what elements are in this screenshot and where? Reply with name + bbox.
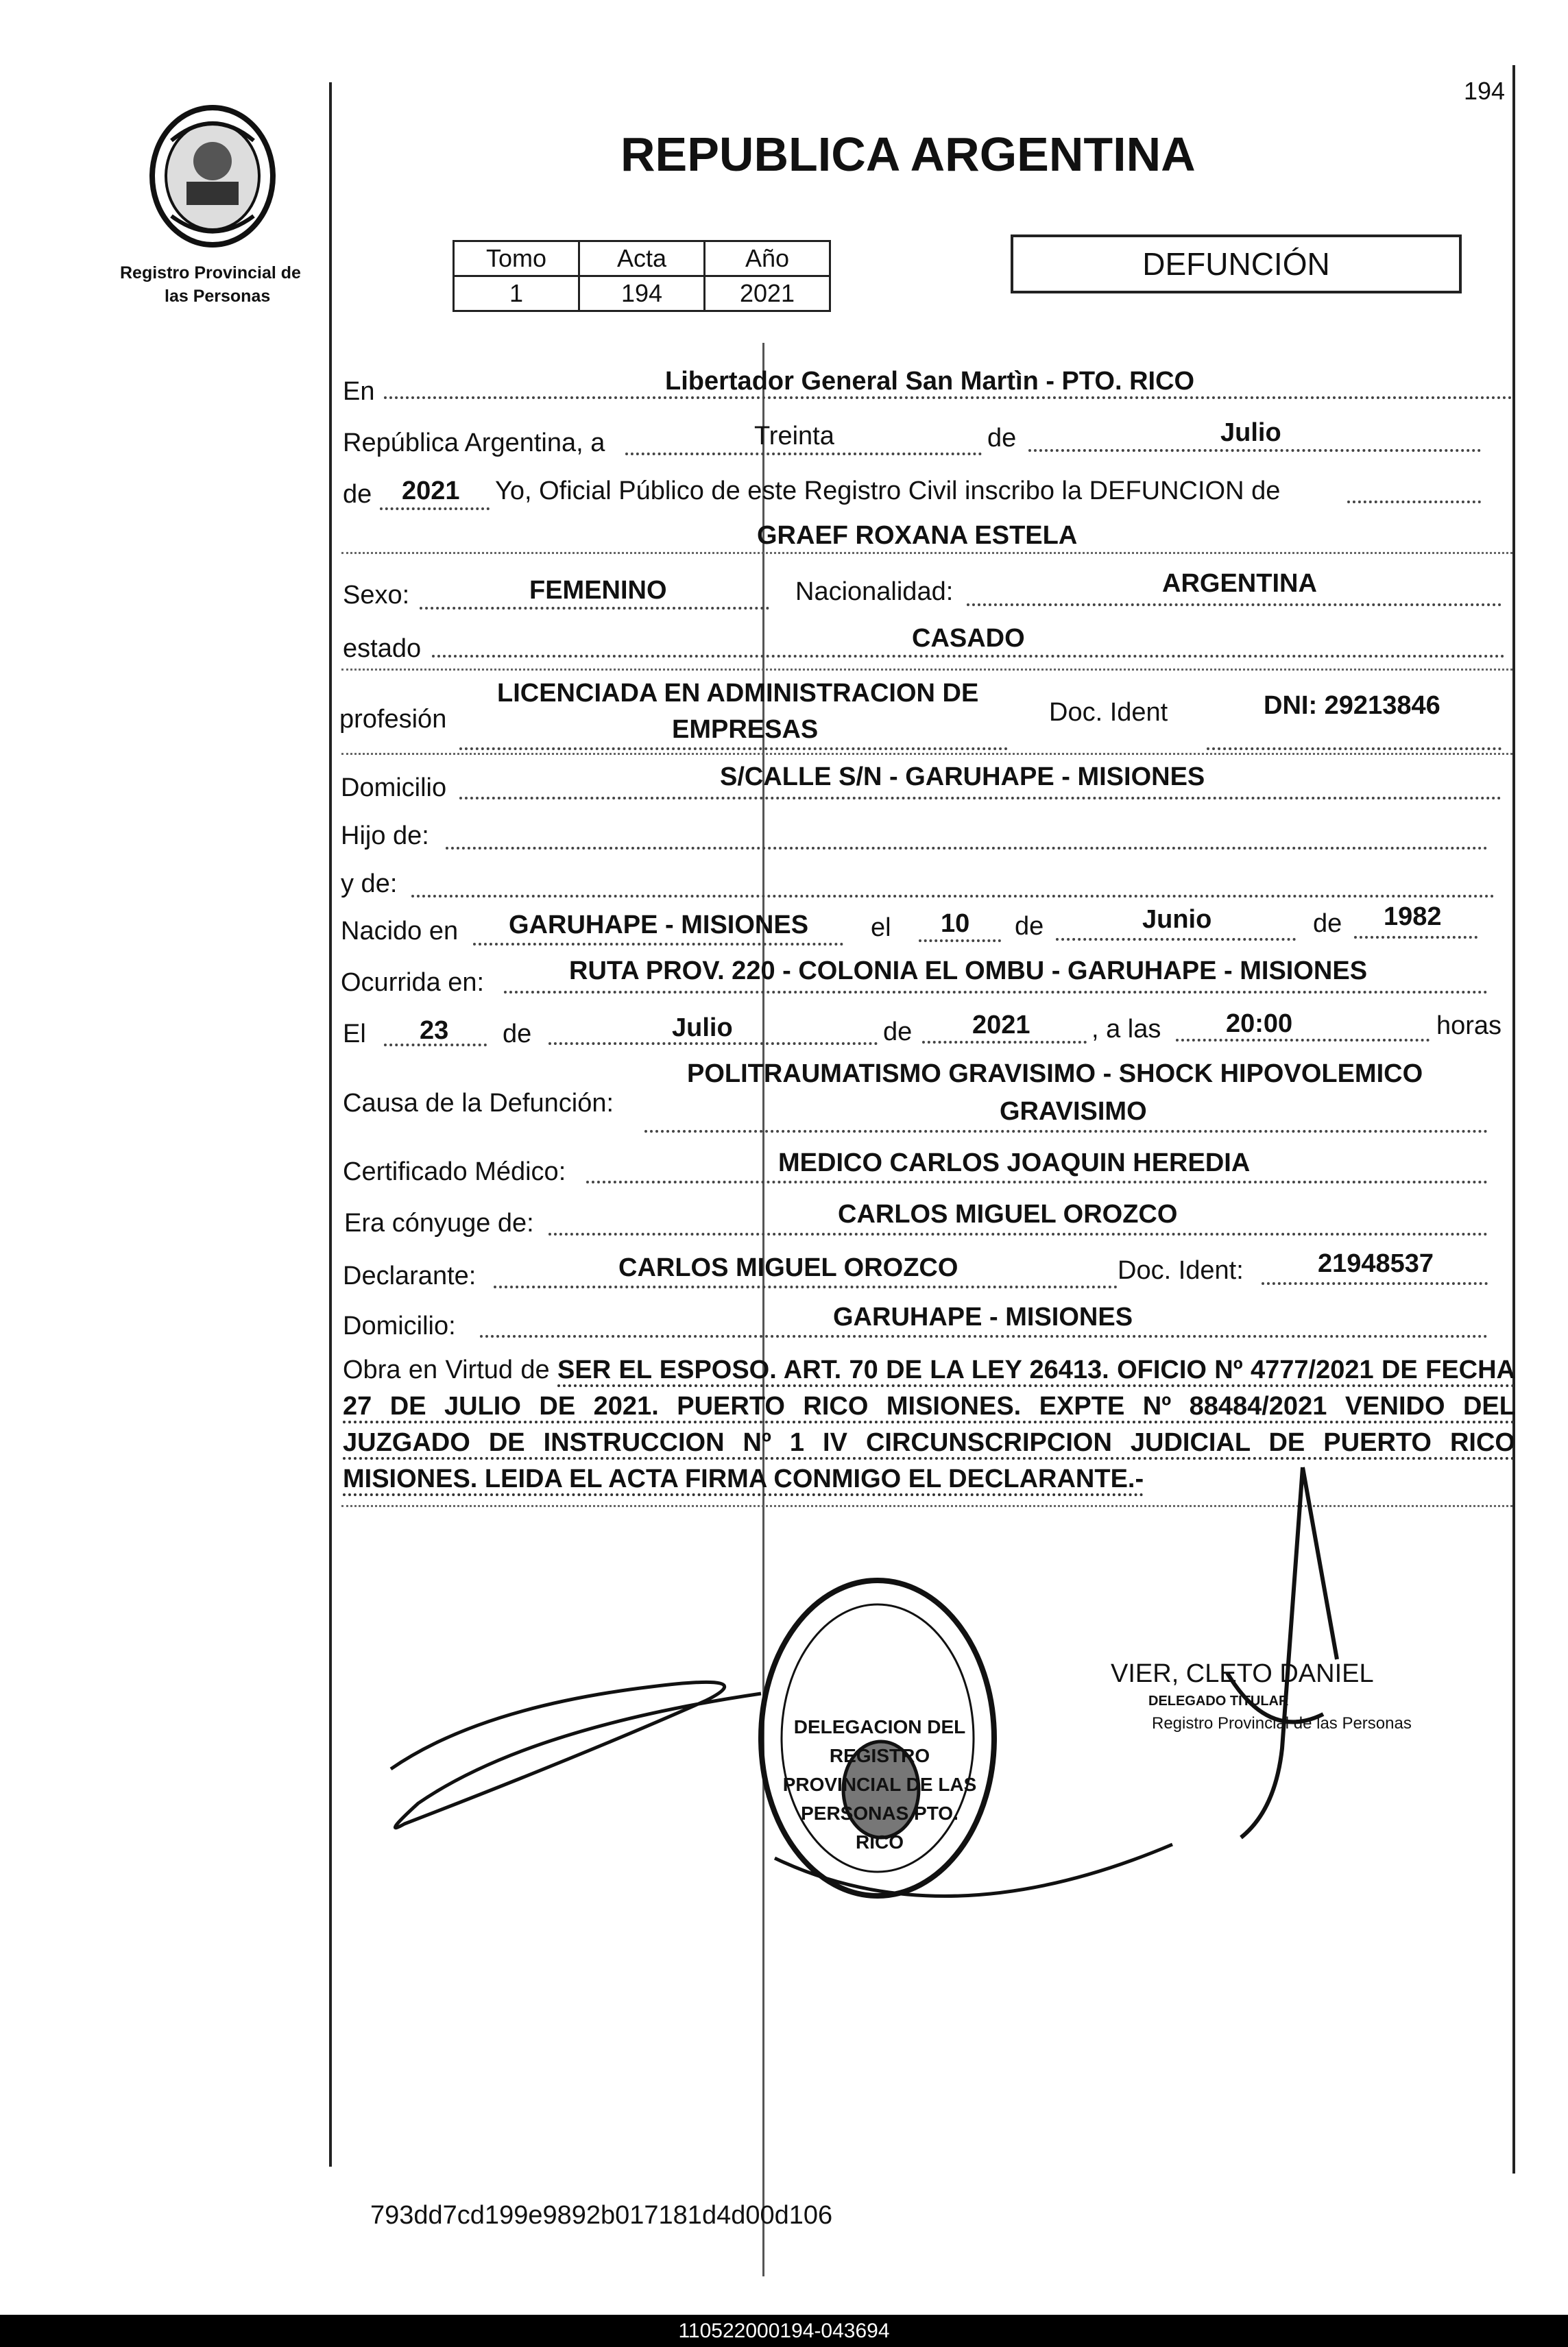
label-y-de: y de: [341,869,398,898]
dots-fecha-anio [922,1041,1087,1044]
dots-dia [625,453,982,455]
registry-name-line1: Registro Provincial de [120,263,301,282]
value-profesion-2: EMPRESAS [672,715,819,744]
value-nacido-dia: 10 [941,909,970,938]
label-de-fecha-mes: de [503,1020,532,1048]
value-profesion-1: LICENCIADA EN ADMINISTRACION DE [497,679,979,708]
label-de-nacido-anio: de [1313,909,1342,938]
value-dni: DNI: 29213846 [1264,691,1440,720]
label-domicilio-declarante: Domicilio: [343,1312,456,1340]
label-estado: estado [343,634,422,663]
row-divider-1 [341,552,1512,554]
value-domicilio: S/CALLE S/N - GARUHAPE - MISIONES [720,762,1205,791]
label-certificado: Certificado Médico: [343,1157,566,1186]
dots-hijo-de [446,847,1488,850]
value-causa-2: GRAVISIMO [1000,1097,1147,1126]
value-sexo: FEMENINO [529,576,667,605]
label-causa: Causa de la Defunción: [343,1089,614,1118]
declarant-signature [377,1646,788,1865]
label-domicilio: Domicilio [341,773,447,802]
label-de-mes: de [987,424,1017,453]
label-republica: República Argentina, a [343,429,605,457]
dots-causa [644,1130,1488,1133]
column-header-tomo: Tomo [454,241,579,276]
value-nacido-mes: Junio [1142,905,1212,934]
officer-office: Registro Provincial de las Personas [1152,1714,1412,1733]
barcode-text: 110522000194-043694 [678,2320,890,2342]
label-en: En [343,377,375,406]
record-type-box: DEFUNCIÓN [1011,234,1462,293]
value-lugar: Libertador General San Martìn - PTO. RICO [665,367,1195,396]
label-el: el [871,913,891,942]
label-conyuge: Era cónyuge de: [344,1209,534,1238]
left-margin-line [329,82,332,2167]
label-obra: Obra en Virtud de [343,1356,550,1384]
value-nacido-lugar: GARUHAPE - MISIONES [509,911,809,939]
dots-yo [1347,501,1481,503]
page-number: 194 [1464,77,1506,105]
label-de-fecha-anio: de [883,1018,913,1046]
dots-dni [1207,747,1501,750]
dots-nacionalidad [967,603,1501,606]
dots-fecha-mes [548,1042,878,1045]
label-doc-ident: Doc. Ident [1049,698,1168,727]
value-conyuge: CARLOS MIGUEL OROZCO [838,1200,1178,1229]
officer-signature [1200,1454,1351,1851]
label-el-fecha: El [343,1020,366,1048]
dots-nacido-mes [1056,938,1296,941]
page-title: REPUBLICA ARGENTINA [620,128,1196,181]
column-header-acta: Acta [579,241,705,276]
dots-declarante-doc [1262,1282,1488,1285]
label-profesion: profesión [339,705,447,734]
dots-fecha-dia [384,1044,487,1046]
dots-estado [432,655,1505,658]
acta-value: 194 [579,276,705,311]
value-obra: SER EL ESPOSO. ART. 70 DE LA LEY 26413. OFICIO Nº 4777/2021 DE FECHA 27 DE JULIO DE 2021. PUERTO RICO MISIONES. EXPTE Nº 88484/2021 VENIDO DEL JUZGADO DE INSTRUCCION Nº 1 IV CIRCUNSCRIPCION JUDICIAL DE PUERTO RICO MISIONES. LEIDA EL ACTA FIRMA CONMIGO EL DECLARANTE.- [343,1356,1515,1496]
value-domicilio-declarante: GARUHAPE - MISIONES [833,1303,1133,1332]
value-causa-1: POLITRAUMATISMO GRAVISIMO - SHOCK HIPOVOLEMICO [687,1059,1423,1088]
officer-role: DELEGADO TITULAR [1148,1694,1289,1709]
barcode-strip [0,2315,1568,2347]
label-de-anio: de [343,480,372,509]
dots-sexo [420,607,769,610]
dots-hora [1176,1039,1430,1042]
dots-declarante [494,1286,1118,1288]
dots-nacido-lugar [473,943,843,946]
label-ocurrida-en: Ocurrida en: [341,968,485,997]
stamp-text: DELEGACION DEL REGISTRO PROVINCIAL DE LAS PERSONAS PTO. RICO [782,1716,977,1853]
label-a-las: , a las [1091,1015,1161,1044]
label-declarante: Declarante: [343,1262,477,1290]
dots-anio [380,507,490,510]
document-hash: 793dd7cd199e9892b017181d4d00d106 [370,2201,833,2230]
dots-y-de [411,895,1495,898]
anio-value: 2021 [705,276,830,311]
label-doc-ident-declarante: Doc. Ident: [1118,1256,1244,1285]
right-margin-line [1512,65,1515,2174]
dots-domicilio [459,797,1501,799]
dots-en [384,396,1512,399]
value-declarante-doc: 21948537 [1318,1249,1434,1278]
value-hora: 20:00 [1226,1009,1293,1038]
dots-ocurrida [504,991,1488,994]
value-estado: CASADO [912,624,1025,653]
dots-nacido-anio [1354,936,1477,939]
dots-certificado [586,1181,1488,1183]
value-certificado: MEDICO CARLOS JOAQUIN HEREDIA [778,1148,1251,1177]
record-table [453,240,831,312]
dots-nacido-dia [919,939,1001,942]
value-anio: 2021 [402,477,460,505]
value-fecha-anio: 2021 [972,1011,1030,1039]
stamp-seal [740,1556,1179,1906]
value-nacido-anio: 1982 [1384,902,1442,931]
label-de-nacido-mes: de [1015,912,1044,941]
provincial-seal [144,99,281,254]
dots-profesion [459,747,1008,750]
column-header-anio: Año [705,241,830,276]
dots-conyuge [548,1233,1488,1236]
value-fecha-mes: Julio [672,1013,733,1042]
value-mes: Julio [1220,418,1281,447]
label-sexo: Sexo: [343,581,410,610]
label-horas: horas [1436,1011,1502,1040]
officer-name: VIER, CLETO DANIEL [1111,1659,1374,1688]
value-declarante: CARLOS MIGUEL OROZCO [618,1253,958,1282]
dots-mes [1028,449,1481,452]
value-ocurrida: RUTA PROV. 220 - COLONIA EL OMBU - GARUHAPE - MISIONES [569,956,1368,985]
row-divider-3 [341,753,1512,755]
label-hijo-de: Hijo de: [341,821,429,850]
value-nombre: GRAEF ROXANA ESTELA [757,521,1078,550]
fold-line [762,343,764,2276]
row-divider-2 [341,669,1512,671]
tomo-value: 1 [454,276,579,311]
dots-domicilio-declarante [480,1335,1488,1338]
label-nacionalidad: Nacionalidad: [795,577,954,606]
value-fecha-dia: 23 [420,1016,449,1045]
label-nacido-en: Nacido en [341,917,459,946]
registry-name-line2: las Personas [165,287,271,306]
label-yo: Yo, Oficial Público de este Registro Civil inscribo la DEFUNCION de [495,477,1281,505]
value-dia: Treinta [754,422,834,450]
value-nacionalidad: ARGENTINA [1162,569,1317,598]
